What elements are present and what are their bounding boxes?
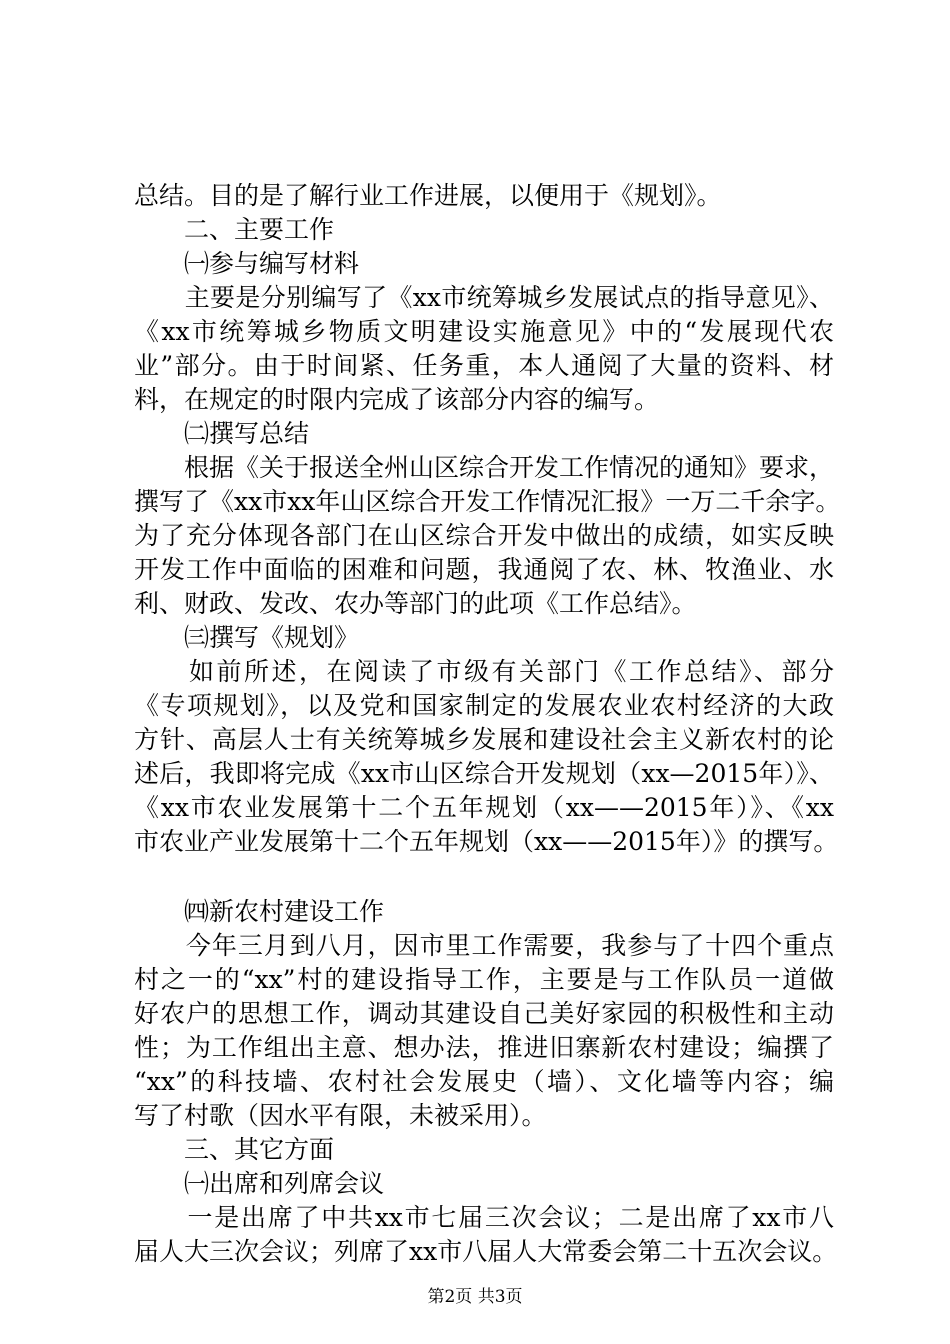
text-line-31: 届人大三次会议；列席了xx市八届人大常委会第二十五次会议。 <box>134 1237 838 1266</box>
subheading-writing-plan: ㈢撰写《规划》 <box>134 623 360 652</box>
text-line-4: 主要是分别编写了《xx市统筹城乡发展试点的指导意见》、 <box>134 283 834 312</box>
subheading-new-village: ㈣新农村建设工作 <box>134 897 385 926</box>
text-line-10: 撰写了《xx市xx年山区综合开发工作情况汇报》一万二千余字。 <box>134 487 841 516</box>
subheading-writing-summary: ㈡撰写总结 <box>134 419 310 448</box>
text-line-24: 好农户的思想工作，调动其建设自己美好家园的积极性和主动 <box>134 999 834 1028</box>
section-heading-main-work: 二、主要工作 <box>134 215 335 244</box>
text-line-27: 写了村歌（因水平有限，未被采用）。 <box>134 1101 547 1130</box>
text-line-25: 性；为工作组出主意、想办法，推进旧寨新农村建设；编撰了 <box>134 1033 834 1062</box>
text-line-13: 利、财政、发改、农办等部门的此项《工作总结》。 <box>134 589 697 618</box>
text-line-22: 今年三月到八月，因市里工作需要，我参与了十四个重点 <box>134 931 834 960</box>
text-line-17: 方针、高层人士有关统筹城乡发展和建设社会主义新农村的论 <box>134 725 834 754</box>
text-line-11: 为了充分体现各部门在山区综合开发中做出的成绩，如实反映 <box>134 521 834 550</box>
text-line-9: 根据《关于报送全州山区综合开发工作情况的通知》要求， <box>134 453 835 482</box>
text-line-19: 《xx市农业发展第十二个五年规划（xx——2015年）》、《xx <box>134 793 834 822</box>
text-line-1: 总结。目的是了解行业工作进展，以便用于《规划》。 <box>134 181 722 210</box>
subheading-writing-materials: ㈠参与编写材料 <box>134 249 360 278</box>
text-line-26: “xx”的科技墙、农村社会发展史（墙）、文化墙等内容；编 <box>134 1067 834 1096</box>
section-heading-other: 三、其它方面 <box>134 1135 335 1164</box>
text-line-6: 业”部分。由于时间紧、任务重，本人通阅了大量的资料、材 <box>134 351 834 380</box>
page-footer: 第2页 共3页 <box>427 1287 523 1307</box>
text-line-7: 料，在规定的时限内完成了该部分内容的编写。 <box>134 385 660 414</box>
text-line-30: 一是出席了中共xx市七届三次会议；二是出席了xx市八 <box>134 1203 834 1232</box>
text-line-12: 开发工作中面临的困难和问题，我通阅了农、林、牧渔业、水 <box>134 555 834 584</box>
text-line-15: 如前所述，在阅读了市级有关部门《工作总结》、部分 <box>134 657 834 686</box>
text-line-23: 村之一的“xx”村的建设指导工作，主要是与工作队员一道做 <box>134 965 834 994</box>
text-line-16: 《专项规划》，以及党和国家制定的发展农业农村经济的大政 <box>134 691 834 720</box>
text-line-20: 市农业产业发展第十二个五年规划（xx——2015年）》的撰写。 <box>134 827 839 856</box>
subheading-meetings: ㈠出席和列席会议 <box>134 1169 385 1198</box>
text-line-18: 述后，我即将完成《xx市山区综合开发规划（xx—2015年）》、 <box>134 759 834 788</box>
text-line-5: 《xx市统筹城乡物质文明建设实施意见》中的“发展现代农 <box>134 317 834 346</box>
